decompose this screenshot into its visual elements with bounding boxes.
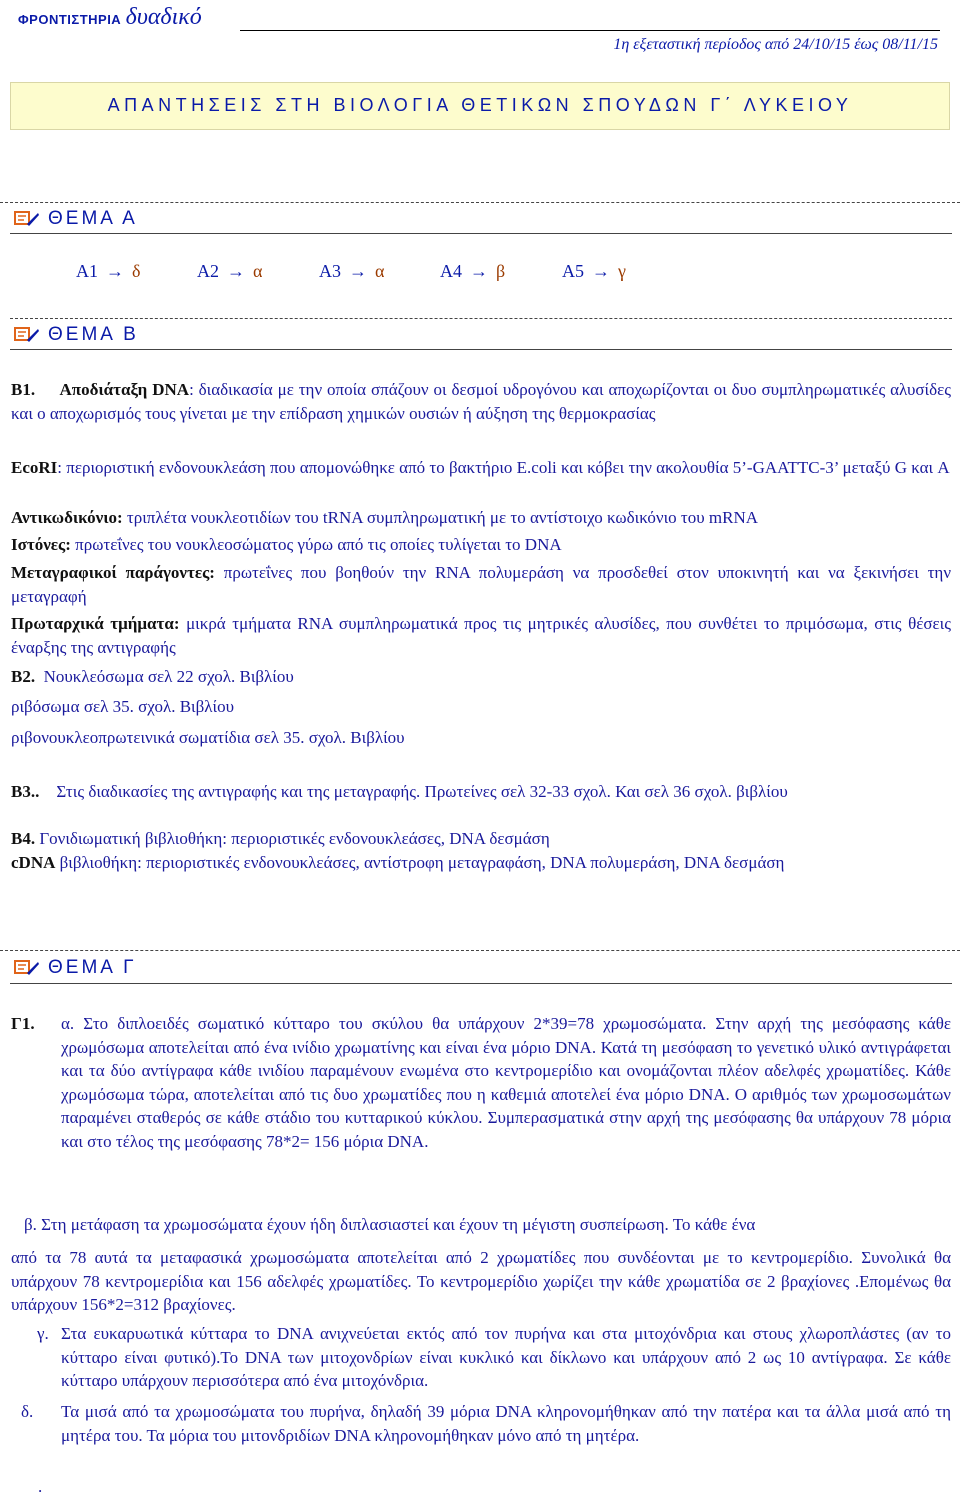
b4-cdna <box>11 851 951 875</box>
answer-a1: Α1 → δ <box>76 261 141 281</box>
b4-cdna-text: βιβλιοθήκη: περιοριστικές ενδονουκλεάσες, αντίστροφη μεταγραφάση, DNA πολυμεράση, DNA δεσμάση <box>55 853 785 872</box>
answer-a5: Α5 → γ <box>562 261 626 281</box>
answer-a2: Α2 → α <box>197 261 263 281</box>
primers-term: Πρωταρχικά τμήματα: <box>11 614 180 633</box>
ecori-definition <box>11 456 951 480</box>
g1-label: Γ1. <box>11 1014 35 1033</box>
divider <box>0 950 960 951</box>
anticodon-text: τριπλέτα νουκλεοτιδίων του tRNA συμπληρωματική με το αντίστοιχο κωδικόνιο του mRNA <box>122 508 759 527</box>
pencil-icon <box>14 326 40 344</box>
b4-text: Γονιδιωματική βιβλιοθήκη: περιοριστικές ενδονουκλεάσες, DNA δεσμάση <box>35 829 550 848</box>
footer-dot: . <box>38 1477 43 1496</box>
arrow-icon: → <box>470 261 488 281</box>
b2-line3: ριβονουκλεοπρωτεινικά σωματίδια σελ 35. σχολ. Βιβλίου <box>11 728 405 747</box>
theme-c-title: ΘΕΜΑ Γ <box>48 957 137 978</box>
b2-label: Β2. <box>11 667 36 686</box>
histones-definition <box>11 533 951 557</box>
theme-a-title: ΘΕΜΑ Α <box>48 208 138 229</box>
title-banner <box>10 82 950 130</box>
section-theme-c <box>14 957 137 979</box>
divider <box>10 233 952 234</box>
b1-label: Β1. <box>11 380 36 399</box>
histones-text: πρωτεΐνες του νουκλεοσώματος γύρω από τις οποίες τυλίγεται το DNA <box>70 535 562 554</box>
section-theme-b <box>14 324 139 346</box>
tf-text: πρωτεΐνες που βοηθούν την RNA πολυμεράση να προσδεθεί στον υποκινητή και να ξεκινήσει την μεταγραφή <box>11 563 952 606</box>
divider <box>10 349 952 350</box>
b2-line2: ριβόσωμα σελ 35. σχολ. Βιβλίου <box>11 697 235 716</box>
primers-text: μικρά τμήματα RNA συμπληρωματικά προς τις μητρικές αλυσίδες, που συνθέτει το πριμόσωμα, στις θέσεις έναρξης της αντιγραφής <box>11 614 951 657</box>
answer-a4: Α4 → β <box>440 261 506 281</box>
divider <box>0 202 960 203</box>
b4-label: Β4. <box>11 829 36 848</box>
g1-item <box>11 1012 951 1177</box>
g1-beta-text: από τα 78 αυτά τα μεταφασικά χρωμοσώματα αποτελείται από 2 χρωματίδες που συνδέονται με το κεντρομερίδιο. Συνολικά θα υπάρχουν 78 κεντρομερίδια και 156 αδελφές χρωματίδες. Το κεντρομερίδιο χωρίζει την κάθε χρωματίδα σε 2 βραχίονες .Επομένως θα υπάρχουν 156*2=312 βραχίονες. <box>11 1248 951 1314</box>
b1-term: Αποδιάταξη DNA <box>59 380 190 399</box>
b3-label: Β3.. <box>11 782 40 801</box>
answer-a3: Α3 → α <box>319 261 385 281</box>
b4-item <box>11 827 951 851</box>
arrow-icon: → <box>592 261 610 281</box>
brand-small: ΦΡΟΝΤΙΣΤΗΡΙΑ <box>18 12 122 27</box>
anticodon-term: Αντικωδικόνιο: <box>11 508 123 527</box>
g1-gamma <box>11 1322 951 1392</box>
brand-logo <box>18 4 202 31</box>
pencil-icon <box>14 959 40 977</box>
section-theme-a <box>14 208 138 230</box>
arrow-icon: → <box>106 261 124 281</box>
exam-period: 1η εξεταστική περίοδος από 24/10/15 έως 08/11/15 <box>613 36 938 53</box>
banner-title: ΑΠΑΝΤΗΣΕΙΣ ΣΤΗ ΒΙΟΛΟΓΙΑ ΘΕΤΙΚΩΝ ΣΠΟΥΔΩΝ Γ΄ ΛΥΚΕΙΟΥ <box>107 95 853 115</box>
tf-definition <box>11 561 951 608</box>
ecori-text: : περιοριστική ενδονουκλεάση που απομονώθηκε από το βακτήριο E.coli και κόβει την ακολουθία 5’-GAATTC-3’ μεταξύ G και A <box>57 458 950 477</box>
delta-text: Τα μισά από τα χρωμοσώματα του πυρήνα, δηλαδή 39 μόρια DNA κληρονομήθηκαν από την πατέρα και τα άλλα μισά από τη μητέρα του. Τα μόρια του μιτονδριδίων DNA κληρονομήθηκαν μόνο από τη μητέρα. <box>61 1402 951 1445</box>
anticodon-definition <box>11 506 951 530</box>
b1-text: : διαδικασία με την οποία σπάζουν οι δεσμοί υδρογόνου και αποχωρίζονται οι δυο συμπληρωματικές αλυσίδες και ο αποχωρισμός τους γίνεται με την επίδραση χημικών ουσιών ή αύξηση της θερμοκρασίας <box>11 380 952 423</box>
theme-b-title: ΘΕΜΑ Β <box>48 324 139 345</box>
pencil-icon <box>14 210 40 228</box>
divider <box>10 318 952 319</box>
b3-text: Στις διαδικασίες της αντιγραφής και της μεταγραφής. Πρωτείνες σελ 32-33 σχολ. Και σελ 36 σχολ. βιβλίου <box>56 782 788 801</box>
arrow-icon: → <box>227 261 245 281</box>
b3-item <box>11 780 951 804</box>
tf-term: Μεταγραφικοί παράγοντες: <box>11 563 215 582</box>
arrow-icon: → <box>349 261 367 281</box>
gamma-text: Στα ευκαρυωτικά κύτταρα το DNA ανιχνεύεται εκτός από τον πυρήνα και στα μιτοχόνδρια και στους χλωροπλάστες (αν το κύτταρο είναι φυτικό).Το DNA των μιτοχονδρίων είναι κυκλικό και δίκλωνο και υπάρχουν από 2 ως 10 αντίγραφα. Σε κάθε κύτταρο υπάρχουν περισσότερα από ένα μιτοχόνδρια. <box>61 1324 951 1390</box>
primers-definition <box>11 612 951 659</box>
histones-term: Ιστόνες: <box>11 535 71 554</box>
g1-alpha-text: α. Στο διπλοειδές σωματικό κύτταρο του σκύλου θα υπάρχουν 2*39=78 χρωμοσώματα. Στην αρχή της μεσόφασης κάθε χρωμόσωμα αποτελείται από ένα ινίδιο χρωματίνης και είναι ένα μόριο DNA. Κατά τη μεσόφαση το γενετικό υλικό αντιγράφεται και τα δύο αντίγραφα κάθε ινιδίου παραμένουν ενωμένα στο κεντρομερίδιο και ονομάζονται πλέον αδελφές χρωματίδες. Κάθε χρωμόσωμα τώρα, αποτελείται από τις δυο χρωματίδες που η καθεμιά αποτελεί ένα μόριο DNA. Ο αριθμός των χρωμοσωμάτων παραμένει σταθερός σε κάθε στάδιο του κυτταρικού κύκλου. Συμπερασματικά στην αρχή της μεσόφασης θα υπάρχουν 78 μόρια και στο τέλος της μεσόφασης 78*2= 156 μόρια DNA. <box>61 1014 951 1151</box>
g1-delta <box>11 1400 951 1470</box>
b2-line1: Νουκλεόσωμα σελ 22 σχολ. Βιβλίου <box>43 667 294 686</box>
ecori-term: EcoRI <box>11 458 58 477</box>
header-rule <box>240 30 940 31</box>
gamma-label: γ. <box>37 1324 49 1343</box>
b2-item <box>11 665 951 689</box>
g1-beta-line1: β. Στη μετάφαση τα χρωμοσώματα έχουν ήδη διπλασιαστεί και έχουν τη μέγιστη συσπείρωση. Το κάθε ένα <box>24 1215 756 1234</box>
delta-label: δ. <box>21 1402 34 1421</box>
brand-big: δυαδικό <box>125 4 202 30</box>
divider <box>10 983 952 984</box>
b1-definition <box>11 378 951 425</box>
b4-cdna-term: cDNA <box>11 853 56 872</box>
